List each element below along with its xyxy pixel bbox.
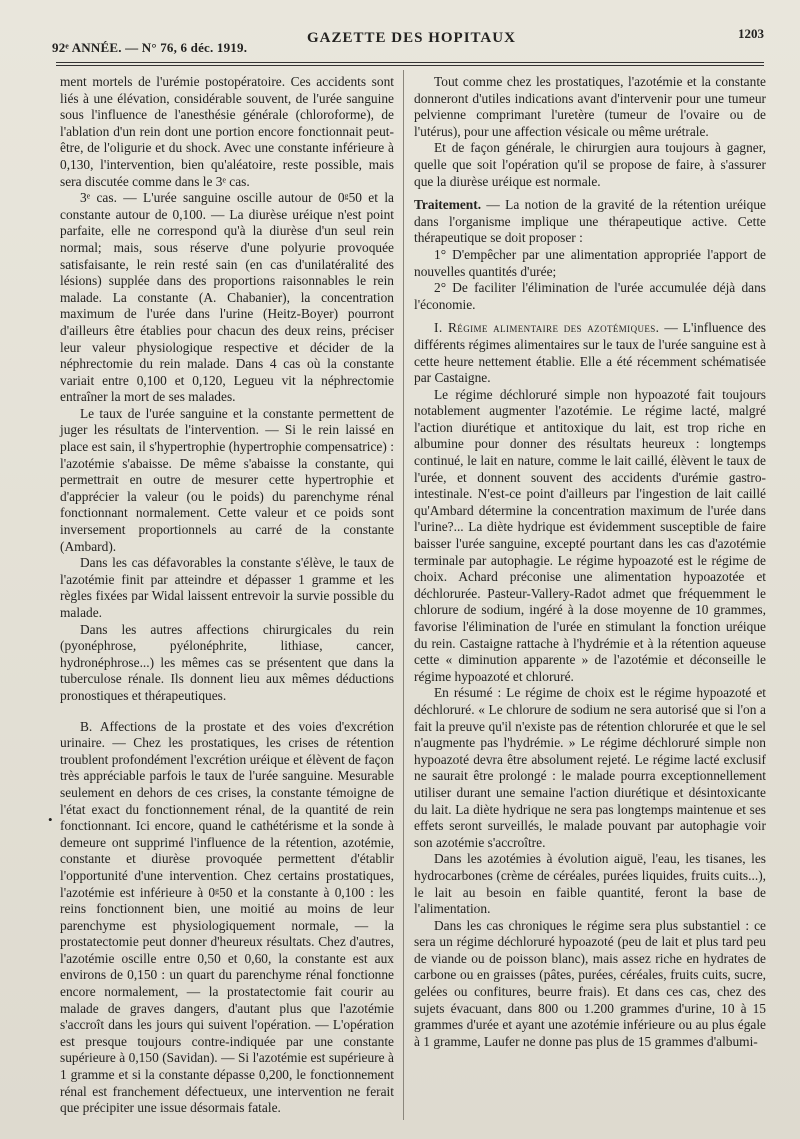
spacer [414,313,766,320]
paragraph: Dans les cas défavorables la constante s'élève, le taux de l'azotémie finit par atteindre et dépasser 1 gramme et les règles fixées par Widal laissent entrevoir la survie possible du malade. [60,555,394,620]
paragraph: B. Affections de la prostate et des voies d'excrétion urinaire. — Chez les prostatiques, les crises de rétention troublent profondément l'excrétion uréique et élèvent de façon très appréciable parfois le taux de l'urée sanguine. Mesurable seulement en dehors de ces crises, la constante témoigne de l'état exact du fonctionnement rénal, de la quantité de rein fonctionnant. Ici encore, quand le cathétérisme et la sonde à demeure ont supprimé l'influence de la rétention, azotémie, constante et diurèse provoquée permettent d'établir l'opportunité d'une intervention. Chez certains prostatiques, l'azotémie est inférieure à 0ᵍ50 et la constante à 0,100 : les reins fonctionnent bien, une moitié au moins de leur parenchyme est physiologiquement normale, — la prostatectomie peut donner d'heureux résultats. Chez d'autres, l'azotémie oscille entre 0,50 et 0,60, la constante est aux environs de 0,150 : un quart du parenchyme rénal fonctionne encore normalement, — la prostatectomie fait courir au malade de graves dangers, d'autant plus que l'azotémie s'accroît dans les jours qui suivent l'opération. — L'opération est presque toujours contre-indiquée par une constante supérieure à 0,150 (Savidan). — Si l'azotémie est supérieure à 1 gramme et si la constante dépasse 0,200, le fonctionnement rénal est franchement défectueux, une intervention ne ferait que précipiter une issue désormais fatale. [60,718,394,1116]
paragraph: Le régime déchloruré simple non hypoazoté fait toujours notablement augmenter l'azotémie. Le régime lacté, malgré l'action diurétique et antitoxique du lait, est trop riche en albumine pour donner des résultats heureux : longtemps continué, le lait en nature, comme le lait caillé, élèvent le taux de l'urée, et donnent souvent des accidents d'urémie gastro-intestinale. N'est-ce point d'ailleurs par l'ingestion de lait caillé qu'Ambard détermine la concentration maximum de l'urée dans l'urine?... La diète hydrique est évidemment susceptible de faire baisser l'urée sanguine, excepté pourtant dans les cas d'azotémie terminale par autophagie. Le régime hypoazoté est le régime de choix. Achard préconise une alimentation hypoazotée et déchlorurée. Pasteur-Vallery-Radot admet que fréquemment le chlorure de sodium, ingéré à la dose moyenne de 10 grammes, favorise l'élimination de l'urée en stimulant la fonction uréique du rein. Castaigne rattache à l'hydrémie et à la rétention aqueuse cette « diminution apparente » de l'azotémie et déconseille le régime hypoazoté et chloruré. [414,386,766,684]
section-heading-traitement: Traitement. [414,197,482,213]
spacer [60,705,394,719]
paragraph: 3ᵉ cas. — L'urée sanguine oscille autour de 0ᵍ50 et la constante autour de 0,100. — La diurèse uréique n'est point parfaite, elle ne correspond qu'à la diurèse d'un seul rein normal; mais, sous réserve d'une polyurie provoquée satisfaisante, le rein resté sain (en cas d'unilatéralité des lésions) supplée dans des proportions raisonnables le rein malade. La constante (A. Chabanier), la concentration maximum de l'urée dans l'urine (Heitz-Boyer) pourront d'ailleurs être établies pour chacun des deux reins, préciser leur valeur physiologique respective et décider de la néphrectomie du rein malade. Dans 4 cas où la constante variait entre 0,100 et 0,120, Legueu vit la néphrectomie entraîner la mort de ses malades. [60,190,394,405]
paragraph: Dans les cas chroniques le régime sera plus substantiel : ce sera un régime déchloruré hypoazoté (peu de lait et plus tard peu de viande ou de poisson blanc), mais assez riche en hydrates de carbone ou en graisses (pâtes, purées, céréales, fruits cuits, sucre, gelées ou confitures, beurre frais). Et dans ces cas, chez des sujets évacuant, dans 800 ou 1.200 grammes d'urine, 10 à 15 grammes d'urée et ayant une azotémie inférieure ou au plus égale à 1 gramme, Laufer ne donne pas plus de 15 grammes d'albumi- [414,917,766,1049]
paragraph: ment mortels de l'urémie postopératoire. Ces accidents sont liés à une élévation, considérable souvent, de l'urée sanguine sous l'influence de l'anesthésie générale (chloroforme), de l'ablation d'un rein dont une portion encore fonctionnait peut-être, de l'oligurie et du shock. Avec une constante inférieure à 0,130, l'intervention, bien qu'aléatoire, reste possible, mais sera discutée comme dans le 3ᵉ cas. [60,74,394,189]
spacer [414,190,766,197]
margin-mark: • [48,812,53,827]
paragraph: Tout comme chez les prostatiques, l'azotémie et la constante donneront d'utiles indications avant d'intervenir pour une tumeur pelvienne comprimant l'uretère (tumeur de l'ovaire ou de l'utérus), pour une affection vésicale ou même urétrale. [414,74,766,139]
page-header [52,26,764,56]
paragraph-text: — L'influence des différents régimes alimentaires sur le taux de l'urée sanguine est à cette heure nettement établie. Elle a été récemment schématisée par Castaigne. [414,320,766,386]
paragraph [414,197,766,247]
right-column [414,74,766,1050]
page-number: 1203 [738,26,764,41]
paragraph: 2° De faciliter l'élimination de l'urée accumulée déjà dans l'économie. [414,280,766,312]
paragraph [414,320,766,386]
paragraph: Et de façon générale, le chirurgien aura toujours à gagner, quelle que soit l'opération qu'il se propose de faire, à s'assurer que la diurèse uréique est normale. [414,140,766,189]
section-heading-regime: I. Régime alimentaire des azotémiques. [434,320,660,336]
column-divider [403,70,404,1120]
journal-title: GAZETTE DES HOPITAUX [307,30,516,46]
issue-info: 92ᵉ ANNÉE. — N° 76, 6 déc. 1919. [52,40,248,55]
paragraph: Le taux de l'urée sanguine et la constante permettent de juger les résultats de l'intervention. — Si le rein laissé en place est sain, il s'hypertrophie (hypertrophie compensatrice) : l'azotémie s'abaisse. De même s'abaisse la constante, qui permettrait en outre de mesurer cette hypertrophie et d'apprécier la valeur (ou le poids) du parenchyme rénal fonctionnant normalement. Cette valeur et ce poids sont inversement proportionnels au carré de la constante (Ambard). [60,405,394,554]
paragraph-text: — La notion de la gravité de la rétention uréique dans l'organisme implique une thérapeutique active. Cette thérapeutique se doit proposer : [414,197,766,246]
paragraph: Dans les autres affections chirurgicales du rein (pyonéphrose, pyélonéphrite, lithiase, cancer, hydronéphrose...) les mêmes cas se présentent que dans la tuberculose rénale. Ils donnent lieu aux mêmes déductions pronostiques et thérapeutiques. [60,621,394,703]
paragraph: En résumé : Le régime de choix est le régime hypoazoté et déchloruré. « Le chlorure de sodium ne sera autorisé que si l'on a fait la preuve qu'il n'existe pas de rétention chlorurée et que le sel n'augmente pas l'hydrémie. » Le régime déchloruré simple non hypoazoté devra être absolument rejeté. Le régime lacté exclusif ne saurait être prolongé : le malade pourra exceptionnellement utiliser durant une semaine l'action diurétique et désintoxicante du lait. La diète hydrique ne sera pas longtemps maintenue et ses effets seront surveillés, le malade pouvant par autophagie voir son azotémie s'accroître. [414,685,766,850]
paragraph: 1° D'empêcher par une alimentation appropriée l'apport de nouvelles quantités d'urée; [414,246,766,279]
left-column [60,74,394,1117]
header-rule [56,62,764,66]
paragraph: Dans les azotémies à évolution aiguë, l'eau, les tisanes, les hydrocarbones (crème de céréales, purées liquides, fruits cuits...), le lait au besoin en faible quantité, feront la base de l'alimentation. [414,851,766,917]
